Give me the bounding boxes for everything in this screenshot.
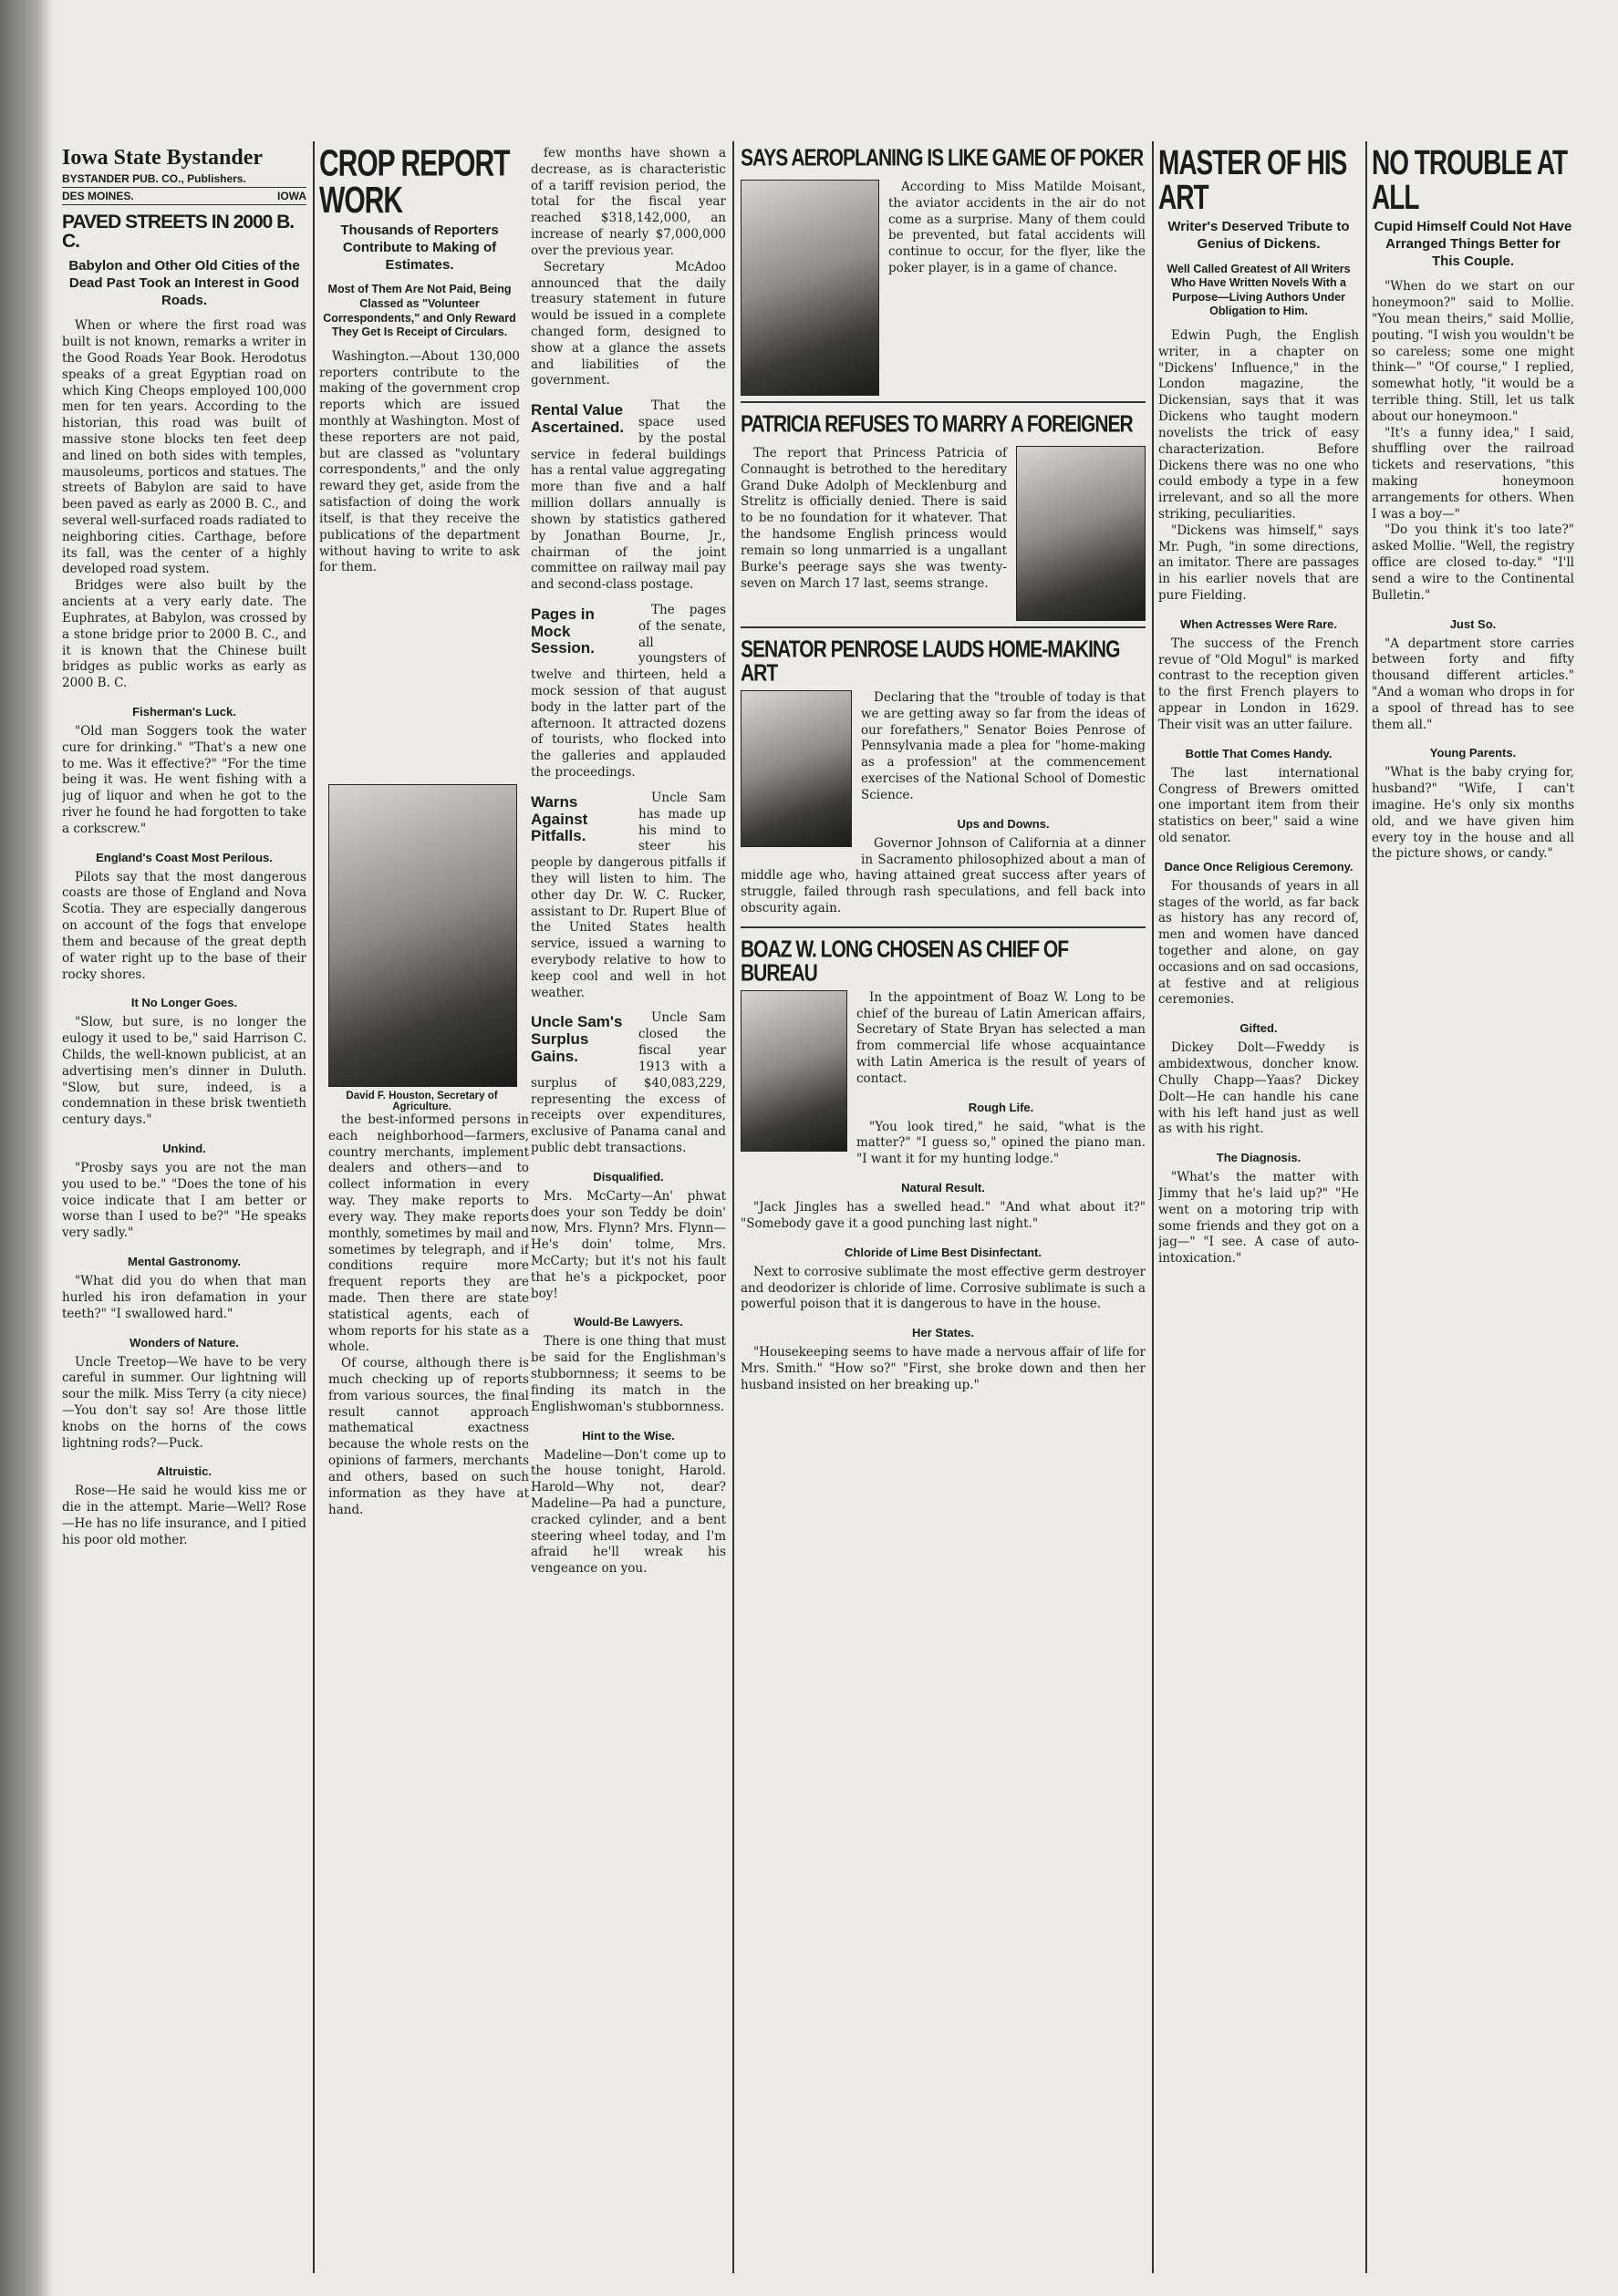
item-text: "A department store carries between forty and fifty thousand different articles." "And a woman who drops in for a spool of thread has to see them all."	[1372, 636, 1574, 732]
item-text: Dickey Dolt—Fweddy is ambidextwous, doncher know. Chully Chapp—Yaas? Dickey Dolt—He can handle his cane with his left hand just as well as with his right.	[1158, 1040, 1359, 1137]
article-paragraph: According to Miss Matilde Moisant, the aviator accidents in the air do not come as a surprise. Many of them could be prevented, but fatal accidents will continue to occur, for the flyer, like the poker player, is in a game of chance.	[888, 180, 1146, 276]
item-text: "Jack Jingles has a swelled head." "And what about it?" "Somebody gave it a good punching last night."	[741, 1200, 1146, 1231]
item-title: Rough Life.	[968, 1100, 1034, 1114]
item-title: It No Longer Goes.	[130, 996, 238, 1010]
item-text: "Prosby says you are not the man you used to be." "Does the tone of his voice indicate that I am better or worse than I used to be?" "He speaks very sadly."	[62, 1161, 306, 1241]
item-text: The last international Congress of Brewers omitted one important item from their statistics on beer," said a wine old senator.	[1158, 765, 1359, 845]
article-deck: Writer's Deserved Tribute to Genius of Dickens.	[1167, 219, 1350, 252]
article-paragraph: Washington.—About 130,000 reporters contribute to the making of the government crop reports which are issued monthly at Washington. Most of these reporters are not paid, but are classed as "voluntary correspondents," and the only reward they get, aside from the satisfaction of doing the work itself, is that they receive the publications of the department without having to write to ask for them.	[319, 348, 520, 575]
item-text: "Slow, but sure, is no longer the eulogy it used to be," said Harrison C. Childs, the well-known publicist, at an advertising men's dinner in Duluth. "Slow, but sure, indeed, is a condemnation in these brisk twentieth century days."	[62, 1015, 306, 1128]
portrait-photo	[741, 990, 847, 1152]
item-title: The Diagnosis.	[1216, 1151, 1302, 1165]
item-title: Just So.	[1449, 616, 1497, 631]
article-headline: NO TROUBLE AT ALL	[1372, 146, 1568, 216]
item-title: Chloride of Lime Best Disinfectant.	[845, 1245, 1042, 1259]
item-text: "What did you do when that man hurled his iron defamation in your teeth?" "I swallowed hard."	[62, 1274, 306, 1321]
article-paragraph: Edwin Pugh, the English writer, in a chapter on "Dickens' Influence," in the London magazine, the Dickensian, says that it was Dickens who taught modern novelists the trick of easy characterization. Before Dickens there was no one who could embody a type in a few irrelevant, and so all the more striking, peculiarities.	[1158, 328, 1359, 522]
masthead-publisher: BYSTANDER PUB. CO., Publishers.	[62, 171, 306, 188]
article-paragraph: "When do we start on our honeymoon?" said to Mollie. "You mean theirs," said Mollie, pouting. "I wish you wouldn't be so careless; some one might think—" "Of course," I replied, somewhat hotly, "it would be a terrible thing. Still, let us talk about our honeymoon."	[1372, 279, 1574, 424]
article-headline: PAVED STREETS IN 2000 B. C.	[62, 212, 295, 252]
article-paragraph: Uncle Sam closed the fiscal year 1913 with a surplus of $40,083,229, representing the excess of receipts over expenditures, exclusive of Panama canal and public debt transactions.	[531, 1010, 726, 1155]
article-headline: CROP REPORT WORK	[319, 146, 510, 222]
article-paragraph: Uncle Sam has made up his mind to steer his people by dangerous pitfalls if they will listen to him. The other day Dr. W. C. Rucker, assistant to Dr. Rupert Blue of the United States health service, issued a warning to everybody relative to how to keep cool and well in hot weather.	[531, 790, 726, 1000]
article-headline: BOAZ W. LONG CHOSEN AS CHIEF OF BUREAU	[741, 936, 1069, 987]
item-title: Bottle That Comes Handy.	[1185, 746, 1333, 760]
masthead-title: Iowa State Bystander	[62, 146, 263, 170]
item-title: Wonders of Nature.	[130, 1335, 239, 1350]
photo-caption: David F. Houston, Secretary of Agriculture.	[346, 1091, 498, 1112]
article-paragraph: The pages of the senate, all youngsters of twelve and thirteen, held a mock session of that august body in the latter part of the afternoon. It attracted dozens of tourists, who flocked into the galleries and applauded the proceedings.	[531, 602, 726, 781]
column-3	[531, 146, 726, 1577]
article-paragraph: When or where the first road was built is not known, remarks a writer in the Good Roads Year Book. Herodotus speaks of a great Egyptian road on which King Cheops employed 100,000 men for ten years. According to the historian, this road was built of massive stone blocks ten feet deep and lined on both sides with temples, mausoleums, porticos and statues. The streets of Babylon are said to have been paved as early as 2000 B. C., and several well-surfaced roads radiated to neighboring cities. Carthage, before its fall, was the center of a highly developed road system.	[62, 318, 306, 577]
article-deck: Cupid Himself Could Not Have Arranged Things Better for This Couple.	[1374, 219, 1572, 269]
article-paragraph: "Dickens was himself," says Mr. Pugh, "in some directions, an imitator. There are passages in his earlier novels that are pure Fielding.	[1158, 522, 1359, 603]
item-text: "Housekeeping seems to have made a nervous affair of life for Mrs. Smith." "How so?" "First, she broke down and then her husband insisted on her breaking up."	[741, 1345, 1146, 1392]
masthead-location: DES MOINES. IOWA	[62, 188, 306, 205]
article-paragraph: "Do you think it's too late?" asked Mollie. "Well, the registry office are closed to-day." "I'll send a wire to the Continental Bulletin."	[1372, 522, 1574, 603]
article-deck: Babylon and Other Old Cities of the Dead Past Took an Interest in Good Roads.	[68, 258, 300, 308]
article-paragraph: That the space used by the postal service in federal buildings has a rental value aggregating more than five and a half million dollars annually is shown by statistics gathered by Jonathan Bourne, Jr., chairman of the joint committee on railway mail pay and second-class postage.	[531, 398, 726, 593]
item-text: "What is the baby crying for, husband?" "Wife, I can't imagine. He's only six months old, and we have given him every toy in the house and all the picture shows, or candy."	[1372, 765, 1574, 862]
article-paragraph: Declaring that the "trouble of today is that we are getting away so far from the ideas of our forefathers," Senator Boies Penrose of Pennsylvania made a plea for "home-making as a profession" at the commencement exercises of the National School of Domestic Science.	[861, 690, 1146, 802]
article-headline: MASTER OF HIS ART	[1158, 146, 1347, 216]
item-text: "Old man Soggers took the water cure for drinking." "That's a new one to me. Was it effective?" "For the time being it was. He went fishing with a jug of liquor and when he got to the river he found he had forgotten to take a corkscrew."	[62, 723, 306, 836]
item-text: "You look tired," he said, "what is the matter?" "I guess so," opined the piano man. "I want it for my hunting lodge."	[856, 1119, 1146, 1167]
article-paragraph: Of course, although there is much checking up of reports from various sources, the final result cannot approach mathematical exactness because the whole rests on the opinions of farmers, merchants and others, based on such information as they have at hand.	[328, 1356, 529, 1517]
item-text: There is one thing that must be said for the Englishman's stubbornness; it seems to be finding its match in the Englishwoman's stubbornness.	[531, 1334, 726, 1414]
item-text: Rose—He said he would kiss me or die in the attempt. Marie—Well? Rose—He has no life insurance, and I pitied his poor old mother.	[62, 1484, 306, 1547]
side-head: Warns Against Pitfalls.	[531, 792, 588, 845]
article-headline: SENATOR PENROSE LAUDS HOME-MAKING ART	[741, 636, 1120, 687]
column-2	[319, 146, 520, 576]
article-headline: SAYS AEROPLANING IS LIKE GAME OF POKER	[741, 146, 1144, 171]
article-deck: Most of Them Are Not Paid, Being Classed as "Volunteer Correspondents," and Only Reward They Get Is Receipt of Circulars.	[323, 283, 516, 339]
item-title: Mental Gastronomy.	[127, 1255, 241, 1269]
item-title: Young Parents.	[1429, 746, 1517, 760]
item-title: Ups and Downs.	[957, 816, 1050, 831]
item-text: Pilots say that the most dangerous coasts are those of England and Nova Scotia. They are especially dangerous on account of the fogs that envelope them and because of the great depth of water right up to the base of their rocky shores.	[62, 869, 306, 982]
item-text: Uncle Treetop—We have to be very careful in summer. Our lightning will sour the milk. Miss Terry (a city niece)—You don't say so! Are those little knobs on the horns of the cows lightning rods?—Puck.	[62, 1354, 306, 1451]
item-text: Mrs. McCarty—An' phwat does your son Teddy be doin' now, Mrs. Flynn? Mrs. Flynn—He's doin' tolme, Mrs. McCarty; but it's not his fault that he's a pickpocket, poor boy!	[531, 1188, 726, 1301]
column-rule	[313, 141, 315, 2273]
scan-binding-edge	[0, 0, 53, 2296]
item-title: Natural Result.	[901, 1181, 985, 1195]
column-5	[1158, 146, 1359, 1267]
side-head: Rental Value Ascertained.	[531, 401, 625, 436]
portrait-photo	[741, 690, 852, 847]
column-rule	[1152, 141, 1154, 2273]
item-text: Next to corrosive sublimate the most effective germ destroyer and deodorizer is chloride of lime. Corrosive sublimate is such a powerful poison that it is dangerous to have in the house.	[741, 1264, 1146, 1312]
item-title: When Actresses Were Rare.	[1180, 616, 1337, 631]
article-paragraph: Secretary McAdoo announced that the daily treasury statement in future would be issued in a complete changed form, designed to show at a glance the assets and liabilities of the government.	[531, 259, 726, 388]
item-title: Dance Once Religious Ceremony.	[1164, 859, 1354, 874]
item-text: Governor Johnson of California at a dinner in Sacramento philosophized about a man of middle age who, having attained great success after years of struggle, failed through rash speculations, and fell back into obscurity again.	[741, 835, 1146, 915]
portrait-photo	[1016, 446, 1146, 621]
item-title: England's Coast Most Perilous.	[96, 850, 273, 864]
article-paragraph: The report that Princess Patricia of Connaught is betrothed to the hereditary Grand Duke Adolph of Mecklenburg and Strelitz is officially denied. There is said to be no foundation for it whatever. That the handsome English princess would remain so long unmarried is a ungallant Burke's peerage says she was twenty-seven on March 17 last, seems strange.	[741, 446, 1007, 591]
column-1	[62, 146, 306, 1549]
item-text: "What's the matter with Jimmy that he's laid up?" "He went on a motoring trip with some friends and they got on a jag—" "I see. A case of auto-intoxication."	[1158, 1170, 1359, 1267]
article-paragraph: few months have shown a decrease, as is characteristic of a tariff revision period, the total for the fiscal year reached $318,142,000, an increase of nearly $7,000,000 over the previous year.	[531, 146, 726, 258]
item-title: Altruistic.	[157, 1464, 212, 1479]
article-paragraph: the best-informed persons in each neighborhood—farmers, country merchants, implement dealers and others—and to collect information in every way. They make reports to every way. They make reports monthly, sometimes by mail and sometimes by telegraph, and if conditions require more frequent reports they are made. Then there are state statistical agents, each of whom reports for his state as a whole.	[328, 1112, 529, 1355]
article-deck: Well Called Greatest of All Writers Who Have Written Novels With a Purpose—Living Authors Under Obligation to Him.	[1167, 262, 1351, 318]
item-title: Hint to the Wise.	[582, 1428, 675, 1443]
column-rule	[732, 141, 734, 2273]
item-title: Fisherman's Luck.	[132, 704, 236, 719]
item-text: For thousands of years in all stages of the world, as far back as history has any record of, men and women have danced together and alone, on gay occasions and on sad occasions, at festive and at religious ceremonies.	[1158, 878, 1359, 1008]
item-title: Gifted.	[1239, 1021, 1278, 1036]
column-rule	[1365, 141, 1367, 2273]
item-title: Her States.	[912, 1326, 974, 1340]
article-paragraph: Bridges were also built by the ancients at a very early date. The Euphrates, at Babylon, was crossed by a stone bridge prior to 2000 B. C., and it is known that the Chinese built bridges as public works as early as 2000 B. C.	[62, 578, 306, 691]
article-paragraph: "It's a funny idea," I said, shuffling over the railroad tickets and reservations, "this making honeymoon arrangements for others. When I was a boy—"	[1372, 425, 1574, 522]
item-title: Unkind.	[162, 1142, 206, 1155]
side-head: Uncle Sam's Surplus Gains.	[531, 1013, 623, 1065]
column-6	[1372, 146, 1574, 863]
portrait-photo	[741, 180, 879, 396]
article-paragraph: In the appointment of Boaz W. Long to be chief of the bureau of Latin American affairs, Secretary of State Bryan has selected a man from commercial life whose acquaintance with Latin America is the result of years of contact.	[856, 989, 1146, 1086]
column-4	[741, 146, 1146, 1394]
column-2-lower	[328, 1112, 529, 1518]
side-head: Pages in Mock Session.	[531, 605, 595, 657]
portrait-photo	[328, 784, 517, 1087]
article-headline: PATRICIA REFUSES TO MARRY A FOREIGNER	[741, 410, 1133, 438]
item-text: Madeline—Don't come up to the house tonight, Harold. Harold—Why not, dear? Madeline—Pa had a puncture, cracked cylinder, and a bent steering wheel today, and I'm afraid he'll wreak his vengeance on you.	[531, 1447, 726, 1577]
article-deck: Thousands of Reporters Contribute to Making of Estimates.	[340, 222, 499, 273]
item-title: Would-Be Lawyers.	[574, 1315, 683, 1329]
item-title: Disqualified.	[593, 1169, 664, 1184]
item-text: The success of the French revue of "Old Mogul" is marked contrast to the reception given to the first French players to appear in London in 1629. Their visit was an utter failure.	[1158, 636, 1359, 732]
